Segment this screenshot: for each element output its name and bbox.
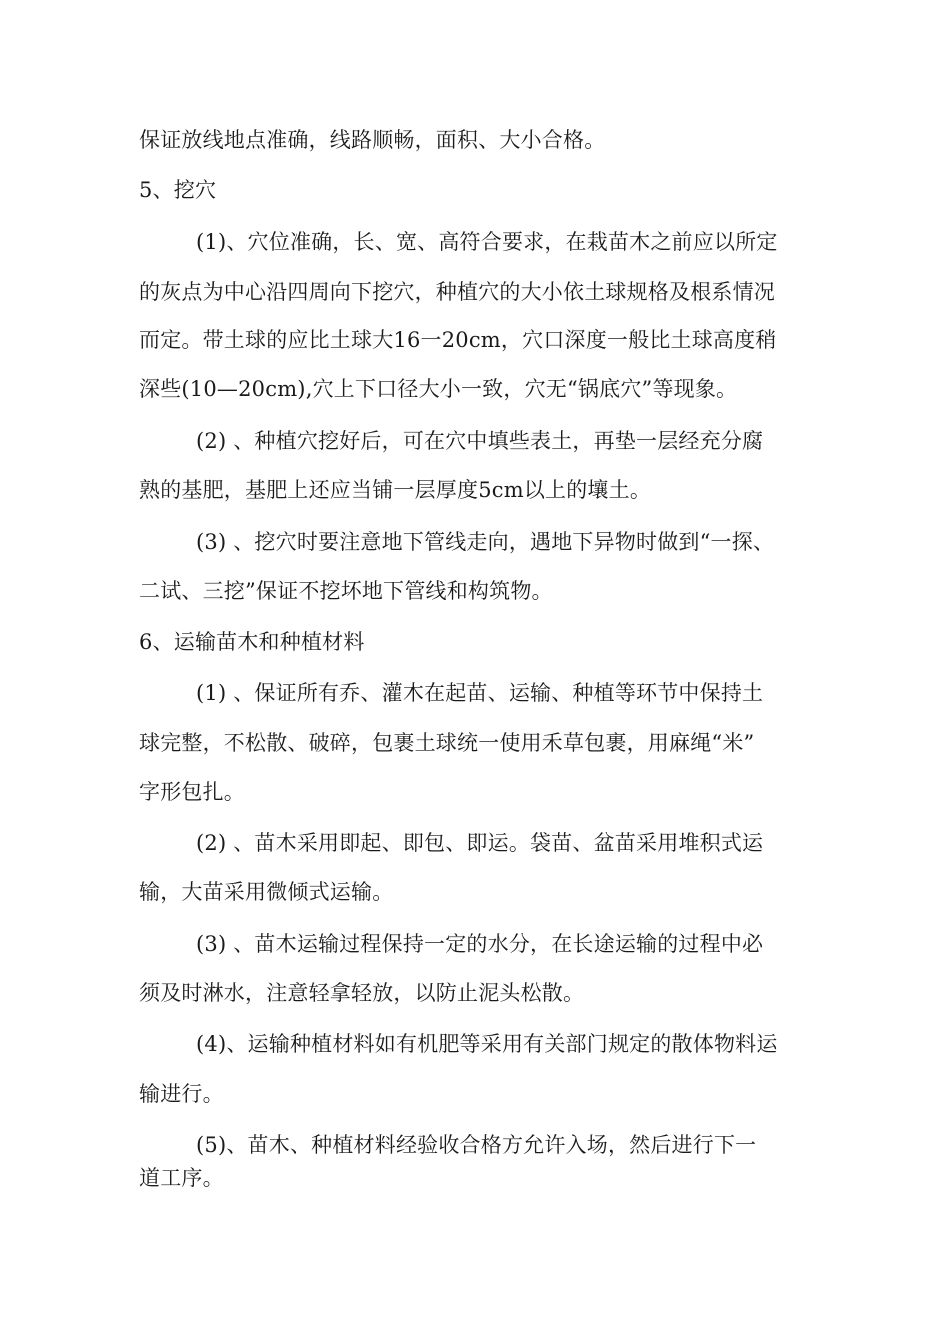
paragraph-line: 输进行。: [139, 1082, 224, 1106]
paragraph-line: (4)、运输种植材料如有机肥等采用有关部门规定的散体物料运: [196, 1032, 778, 1056]
paragraph-line: 的灰点为中心沿四周向下挖穴，种植穴的大小依土球规格及根系情况: [139, 280, 775, 304]
paragraph-line: (1)、穴位准确，长、宽、高符合要求，在栽苗木之前应以所定: [196, 230, 778, 254]
section-heading-6: 6、运输苗木和种植材料: [139, 630, 365, 654]
paragraph-line: (3) 、苗木运输过程保持一定的水分，在长途运输的过程中必: [196, 932, 764, 956]
paragraph-line: 球完整，不松散、破碎，包裹土球统一使用禾草包裹，用麻绳“米”: [139, 731, 755, 755]
paragraph-line: 道工序。: [139, 1166, 224, 1190]
paragraph-line: 输，大苗采用微倾式运输。: [139, 880, 394, 904]
paragraph-line: (5)、苗木、种植材料经验收合格方允许入场，然后进行下一: [196, 1133, 757, 1157]
paragraph-line: 而定。带土球的应比土球大16一20cm，穴口深度一般比土球高度稍: [139, 328, 777, 352]
paragraph-line: 深些(10—20cm),穴上下口径大小一致，穴无“锅底穴”等现象。: [139, 377, 738, 401]
paragraph-line: (3) 、挖穴时要注意地下管线走向，遇地下异物时做到“一探、: [196, 530, 775, 554]
paragraph-line: 熟的基肥，基肥上还应当铺一层厚度5cm以上的壤土。: [139, 478, 652, 502]
text-line: 保证放线地点准确，线路顺畅，面积、大小合格。: [139, 128, 606, 152]
paragraph-line: (2) 、苗木采用即起、即包、即运。袋苗、盆苗采用堆积式运: [196, 831, 764, 855]
paragraph-line: 二试、三挖”保证不挖坏地下管线和构筑物。: [139, 579, 553, 603]
section-heading-5: 5、挖穴: [139, 178, 217, 202]
paragraph-line: (1) 、保证所有乔、灌木在起苗、运输、种植等环节中保持土: [196, 681, 764, 705]
paragraph-line: (2) 、种植穴挖好后，可在穴中填些表土，再垫一层经充分腐: [196, 429, 764, 453]
paragraph-line: 须及时淋水，注意轻拿轻放，以防止泥头松散。: [139, 981, 585, 1005]
paragraph-line: 字形包扎。: [139, 780, 245, 804]
